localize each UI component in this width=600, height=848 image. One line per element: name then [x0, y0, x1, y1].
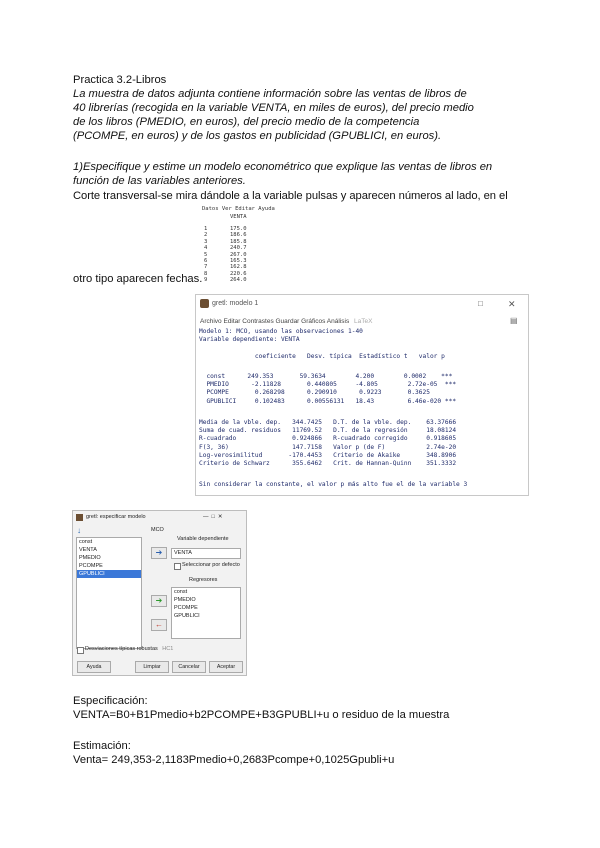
choose-dependent-button[interactable]: ➔: [151, 547, 167, 559]
menu-latex[interactable]: LaTeX: [354, 318, 373, 325]
menu-items[interactable]: Archivo Editar Contrastes Guardar Gráficos Análisis: [200, 318, 350, 325]
data-table-value: 185.8: [230, 238, 247, 245]
variable-list-item[interactable]: GPUBLICI: [77, 570, 141, 578]
add-regressor-button[interactable]: ➔: [151, 595, 167, 607]
default-checkbox-label: Seleccionar por defecto: [182, 562, 240, 568]
intro-line-2: 40 librerías (recogida en la variable VENTA, en miles de euros), del precio medio: [73, 102, 474, 114]
variable-list-item[interactable]: VENTA: [79, 547, 97, 553]
regressor-item[interactable]: GPUBLICI: [174, 613, 200, 619]
data-table-menu: Datos Ver Editar Ayuda: [202, 206, 275, 212]
data-table-obs: 5: [204, 251, 208, 258]
data-table-obs: 7: [204, 264, 208, 271]
gretl-app-icon: [76, 514, 83, 521]
data-table-screenshot: [200, 206, 300, 284]
dialog-window-controls[interactable]: — □ ✕: [203, 514, 223, 520]
gretl-app-icon: [200, 299, 209, 308]
question-1-line-1: 1)Especifique y estime un modelo econométrico que explique las ventas de libros en: [73, 161, 493, 173]
intro-line-3: de los libros (PMEDIO, en euros), del precio medio de la competencia: [73, 116, 420, 128]
data-table-rows: [204, 226, 247, 284]
data-table-value: 162.8: [230, 264, 247, 271]
minimize-button[interactable]: □: [478, 299, 483, 308]
dependent-var-label: Variable dependiente: [177, 536, 229, 542]
robust-label: [85, 646, 173, 652]
data-table-value: 175.0: [230, 226, 247, 232]
dependent-var-field[interactable]: VENTA: [171, 548, 241, 559]
dialog-title: gretl: especificar modelo: [86, 514, 146, 520]
data-table-obs: 8: [204, 270, 208, 277]
sort-arrow-icon[interactable]: ↓: [77, 526, 81, 535]
regressors-list[interactable]: [171, 587, 241, 639]
data-table-header: VENTA: [230, 214, 247, 220]
model-header-line-2: Variable dependiente: VENTA: [199, 336, 300, 343]
data-table-obs: 9: [204, 277, 208, 284]
stats-row: Log-verosimilitud -170.4453 Criterio de Akaike 348.8906: [199, 451, 457, 459]
stats-row: Media de la vble. dep. 344.7425 D.T. de la vble. dep. 63.37666: [199, 419, 457, 426]
variable-list[interactable]: [76, 537, 142, 649]
data-table-value: 165.3: [230, 258, 247, 265]
data-table-value: 220.6: [230, 270, 247, 277]
model-footer-note: Sin considerar la constante, el valor p más alto fue el de la variable 3: [199, 481, 468, 488]
robust-checkbox[interactable]: [77, 647, 84, 654]
coef-row: const 249.353 59.3634 4.200 0.0002 ***: [199, 373, 453, 380]
data-table-obs: 3: [204, 238, 208, 245]
spec-heading: Especificación:: [73, 695, 148, 707]
gretl-model-window: [195, 294, 529, 496]
regressors-label: Regresores: [189, 577, 218, 583]
stats-table-rows: [199, 419, 456, 468]
specify-model-dialog: [72, 510, 247, 676]
intro-line-1: La muestra de datos adjunta contiene información sobre las ventas de libros de: [73, 88, 467, 100]
data-table-obs: 6: [204, 258, 208, 265]
regressor-item[interactable]: PMEDIO: [174, 597, 196, 603]
page-title: Practica 3.2-Libros: [73, 74, 167, 86]
copy-icon[interactable]: ▤: [510, 316, 518, 325]
data-table-obs: 4: [204, 245, 208, 252]
coef-row: PCOMPE 0.268298 0.290910 0.9223 0.3625: [199, 389, 430, 397]
data-table-value: 267.0: [230, 251, 247, 258]
dialog-subtitle: MCO: [151, 527, 164, 533]
model-header-line-1: Modelo 1: MCO, usando las observaciones 1-40: [199, 328, 363, 335]
note-cross-section: Corte transversal-se mira dándole a la variable pulsas y aparecen números al lado, en el: [73, 190, 508, 202]
variable-list-item[interactable]: PMEDIO: [79, 555, 101, 561]
data-table-obs: 2: [204, 232, 208, 239]
ok-button[interactable]: Aceptar: [209, 661, 243, 673]
spec-equation: VENTA=B0+B1Pmedio+b2PCOMPE+B3GPUBLI+u o residuo de la muestra: [73, 709, 450, 721]
default-checkbox[interactable]: [174, 563, 181, 570]
help-button[interactable]: Ayuda: [77, 661, 111, 673]
estimation-equation: Venta= 249,353-2,1183Pmedio+0,2683Pcompe+0,1025Gpubli+u: [73, 754, 395, 766]
data-table-value: 240.7: [230, 245, 247, 252]
intro-line-4: (PCOMPE, en euros) y de los gastos en publicidad (GPUBLICI, en euros).: [73, 130, 442, 142]
regressor-item[interactable]: const: [174, 589, 188, 595]
variable-list-item[interactable]: PCOMPE: [79, 563, 103, 569]
coef-table-rows: [199, 373, 456, 406]
data-table-row: [204, 277, 247, 283]
coef-table-header: coeficiente Desv. típica Estadístico t valor p: [199, 353, 445, 360]
window-menubar[interactable]: [200, 318, 372, 325]
robust-label-text: Desviaciones típicas robustas: [85, 646, 158, 652]
close-button[interactable]: ✕: [508, 299, 516, 309]
question-1-line-2: función de las variables anteriores.: [73, 175, 246, 187]
note-dates: otro tipo aparecen fechas.: [73, 273, 203, 285]
cancel-button[interactable]: Cancelar: [172, 661, 206, 673]
clear-button[interactable]: Limpiar: [135, 661, 169, 673]
robust-hc1: HC1: [162, 646, 174, 652]
stats-row: F(3, 36) 147.7158 Valor p (de F) 2.74e-20: [199, 443, 457, 451]
stats-row: Criterio de Schwarz 355.6462 Crit. de Hannan-Quinn 351.3332: [199, 460, 457, 468]
stats-row: Suma de cuad. residuos 11769.52 D.T. de la regresión 18.08124: [199, 427, 457, 435]
estimation-heading: Estimación:: [73, 740, 131, 752]
data-table-value: 264.0: [230, 277, 247, 284]
regressor-item[interactable]: PCOMPE: [174, 605, 198, 611]
stats-row: R-cuadrado 0.924866 R-cuadrado corregido 0.918605: [199, 435, 457, 443]
coef-row: GPUBLICI 0.102483 0.00556131 18.43 6.46e-020 ***: [199, 397, 457, 405]
coef-row: PMEDIO -2.11828 0.440805 -4.805 2.72e-05 ***: [199, 381, 457, 389]
window-titlebar: [196, 295, 528, 313]
data-table-obs: 1: [204, 226, 208, 232]
remove-regressor-button[interactable]: ←: [151, 619, 167, 631]
window-title: gretl: modelo 1: [212, 300, 259, 307]
data-table-value: 186.6: [230, 232, 247, 239]
variable-list-item[interactable]: const: [79, 539, 93, 545]
